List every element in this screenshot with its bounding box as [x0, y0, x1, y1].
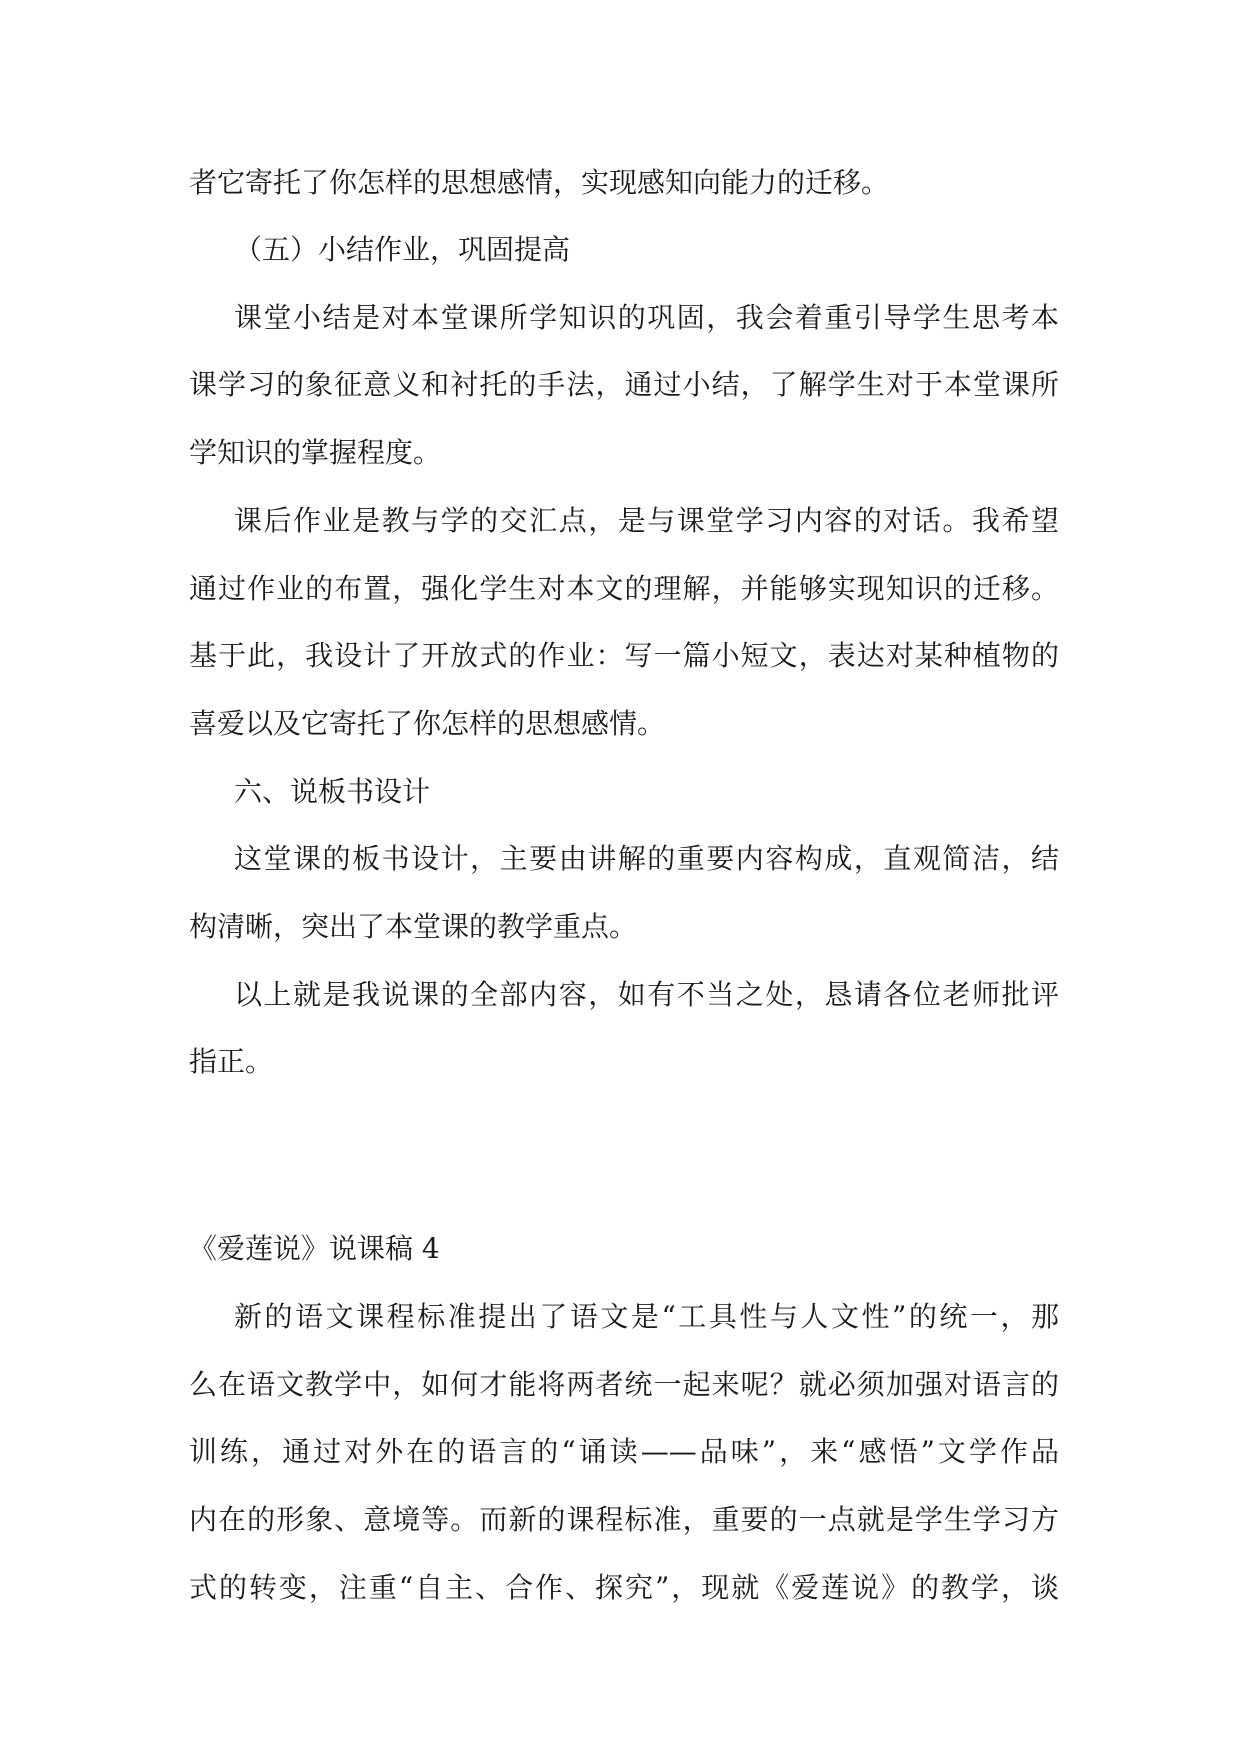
- paragraph-line: 喜爱以及它寄托了你怎样的思想感情。: [189, 707, 666, 740]
- paragraph-line: 构清晰，突出了本堂课的教学重点。: [189, 910, 638, 943]
- paragraph-line: 内在的形象、意境等。而新的课程标准，重要的一点就是学生学习方: [189, 1503, 1059, 1536]
- paragraph-line: 训练，通过对外在的语言的“诵读——品味”，来“感悟”文学作品: [189, 1435, 1059, 1468]
- paragraph-line: 以上就是我说课的全部内容，如有不当之处，恳请各位老师批评: [234, 978, 1059, 1011]
- document-title: 《爱莲说》说课稿 4: [189, 1232, 440, 1265]
- paragraph-line: 基于此，我设计了开放式的作业：写一篇小短文，表达对某种植物的: [189, 639, 1059, 672]
- paragraph-line: 指正。: [189, 1045, 274, 1078]
- paragraph-line: 通过作业的布置，强化学生对本文的理解，并能够实现知识的迁移。: [189, 572, 1059, 605]
- paragraph-line: 么在语文教学中，如何才能将两者统一起来呢？就必须加强对语言的: [189, 1368, 1059, 1401]
- paragraph-line: 新的语文课程标准提出了语文是“工具性与人文性”的统一，那: [234, 1300, 1059, 1333]
- section-heading: 六、说板书设计: [234, 775, 431, 808]
- paragraph-line: 式的转变，注重“自主、合作、探究”，现就《爱莲说》的教学，谈: [189, 1571, 1059, 1604]
- paragraph-line: 这堂课的板书设计，主要由讲解的重要内容构成，直观简洁，结: [234, 842, 1059, 875]
- section-heading: （五）小结作业，巩固提高: [234, 233, 571, 266]
- paragraph-line: 课学习的象征意义和衬托的手法，通过小结，了解学生对于本堂课所: [189, 368, 1059, 401]
- paragraph-line: 课后作业是教与学的交汇点，是与课堂学习内容的对话。我希望: [234, 504, 1059, 537]
- paragraph-line: 者它寄托了你怎样的思想感情，实现感知向能力的迁移。: [189, 166, 890, 199]
- paragraph-line: 课堂小结是对本堂课所学知识的巩固，我会着重引导学生思考本: [234, 301, 1059, 334]
- paragraph-line: 学知识的掌握程度。: [189, 436, 442, 469]
